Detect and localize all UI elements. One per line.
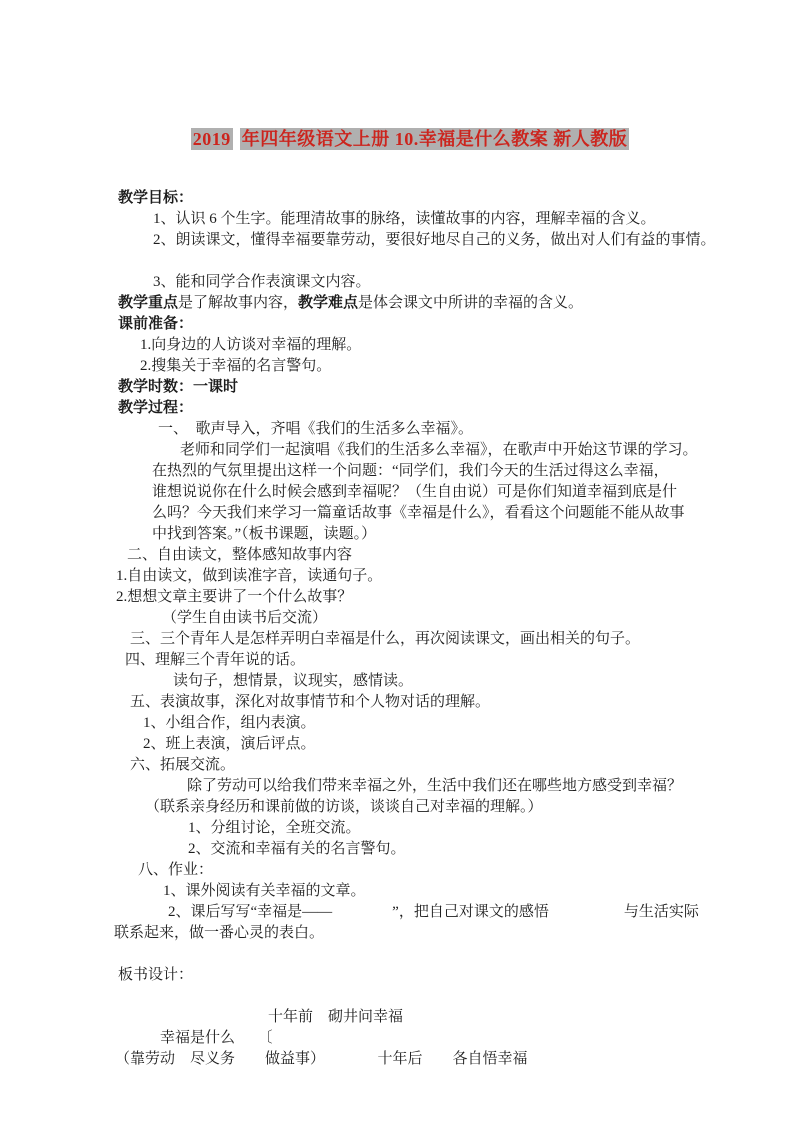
text-run: 2、朗读课文，懂得幸福要靠劳动，要很好地尽自己的义务，做出对人们有益的事情。 bbox=[153, 232, 716, 248]
text-run: 1、小组合作，组内表演。 bbox=[143, 715, 316, 731]
text-line bbox=[0, 314, 800, 335]
text-run: 六、拓展交流。 bbox=[130, 757, 236, 773]
text-line bbox=[0, 881, 800, 902]
text-line bbox=[0, 188, 800, 209]
title-segment-main: 年四年级语文上册 10.幸福是什么教案 新人教版 bbox=[241, 129, 628, 149]
text-run: 读句子，想情景，议现实，感情读。 bbox=[173, 673, 414, 689]
text-line bbox=[0, 335, 800, 356]
text-run: 二、自由读文，整体感知故事内容 bbox=[127, 547, 353, 563]
text-line bbox=[0, 440, 800, 461]
bold-text-run: 课前准备： bbox=[118, 316, 194, 332]
document-title bbox=[0, 0, 800, 175]
text-line bbox=[0, 1049, 800, 1070]
text-line bbox=[0, 608, 800, 629]
text-line bbox=[0, 734, 800, 755]
text-line bbox=[0, 650, 800, 671]
text-line bbox=[0, 671, 800, 692]
text-run: （学生自由读书后交流） bbox=[162, 610, 328, 626]
text-line bbox=[0, 230, 800, 251]
text-line bbox=[0, 566, 800, 587]
blank-line bbox=[0, 986, 800, 1007]
text-line bbox=[0, 797, 800, 818]
text-line bbox=[0, 419, 800, 440]
text-line bbox=[0, 545, 800, 566]
text-line bbox=[0, 461, 800, 482]
text-line bbox=[0, 1007, 800, 1028]
text-line bbox=[0, 524, 800, 545]
text-line bbox=[0, 923, 800, 944]
text-run: 在热烈的气氛里提出这样一个问题：“同学们，我们今天的生活过得这么幸福， bbox=[152, 463, 669, 479]
text-line bbox=[0, 482, 800, 503]
text-run: 十年前 砌井问幸福 bbox=[268, 1009, 404, 1025]
text-line bbox=[0, 965, 800, 986]
text-run: 2、课后写写“幸福是—— ”，把自己对课文的感悟 与生活实际 bbox=[168, 904, 699, 920]
text-line bbox=[0, 356, 800, 377]
bold-text-run: 教学目标： bbox=[118, 190, 194, 206]
text-line bbox=[0, 272, 800, 293]
text-run: 1、分组讨论，全班交流。 bbox=[188, 820, 361, 836]
text-line bbox=[0, 839, 800, 860]
text-run: （联系亲身经历和课前做的访谈，谈谈自己对幸福的理解。） bbox=[145, 799, 543, 815]
text-run: 2、班上表演，演后评点。 bbox=[143, 736, 316, 752]
text-line bbox=[0, 377, 800, 398]
text-run: 八、作业： bbox=[138, 862, 214, 878]
text-run: 联系起来，做一番心灵的表白。 bbox=[114, 925, 325, 941]
text-run: 是了解故事内容， bbox=[178, 295, 299, 311]
text-run: 幸福是什么 〔 bbox=[160, 1030, 273, 1046]
text-line bbox=[0, 902, 800, 923]
text-line bbox=[0, 818, 800, 839]
text-line bbox=[0, 629, 800, 650]
text-line bbox=[0, 587, 800, 608]
text-run: 一、 歌声导入，齐唱《我们的生活多么幸福》。 bbox=[158, 421, 474, 437]
blank-line bbox=[0, 251, 800, 272]
text-line bbox=[0, 776, 800, 797]
text-run: 1、认识 6 个生字。能理清故事的脉络，读懂故事的内容，理解幸福的含义。 bbox=[153, 211, 656, 227]
bold-text-run: 教学时数：一课时 bbox=[118, 379, 239, 395]
text-run: 2.搜集关于幸福的名言警句。 bbox=[140, 358, 332, 374]
text-line bbox=[0, 692, 800, 713]
text-run: 板书设计： bbox=[118, 967, 194, 983]
text-run: 么吗？今天我们来学习一篇童话故事《幸福是什么》，看看这个问题能不能从故事 bbox=[152, 505, 685, 521]
text-line bbox=[0, 713, 800, 734]
bold-text-run: 教学过程： bbox=[118, 400, 194, 416]
text-line bbox=[0, 755, 800, 776]
document-lines bbox=[0, 188, 800, 1070]
blank-line bbox=[0, 944, 800, 965]
bold-text-run: 教学重点 bbox=[118, 295, 179, 311]
text-run: （靠劳动 尽义务 做益事） 十年后 各自悟幸福 bbox=[115, 1051, 528, 1067]
text-run: 1.自由读文，做到读准字音，读通句子。 bbox=[116, 568, 383, 584]
text-run: 四、理解三个青年说的话。 bbox=[125, 652, 306, 668]
text-line bbox=[0, 209, 800, 230]
text-run: 2、交流和幸福有关的名言警句。 bbox=[188, 841, 406, 857]
text-line bbox=[0, 293, 800, 314]
text-line bbox=[0, 860, 800, 881]
text-run: 1.向身边的人访谈对幸福的理解。 bbox=[140, 337, 362, 353]
text-run: 是体会课文中所讲的幸福的含义。 bbox=[358, 295, 584, 311]
bold-text-run: 教学难点 bbox=[298, 295, 359, 311]
text-line bbox=[0, 1028, 800, 1049]
text-run: 三、三个青年人是怎样弄明白幸福是什么，再次阅读课文，画出相关的句子。 bbox=[130, 631, 641, 647]
text-run: 1、课外阅读有关幸福的文章。 bbox=[163, 883, 366, 899]
text-line bbox=[0, 398, 800, 419]
text-run: 谁想说说你在什么时候会感到幸福呢？（生自由说）可是你们知道幸福到底是什 bbox=[152, 484, 678, 500]
text-run: 五、表演故事，深化对故事情节和个人物对话的理解。 bbox=[130, 694, 491, 710]
text-run: 中找到答案。”（板书课题，读题。） bbox=[152, 526, 377, 542]
text-run: 3、能和同学合作表演课文内容。 bbox=[153, 274, 371, 290]
text-run: 除了劳动可以给我们带来幸福之外，生活中我们还在哪些地方感受到幸福？ bbox=[187, 778, 683, 794]
title-segment-year: 2019 bbox=[192, 129, 231, 149]
text-line bbox=[0, 503, 800, 524]
text-run: 老师和同学们一起演唱《我们的生活多么幸福》，在歌声中开始这节课的学习。 bbox=[180, 442, 698, 458]
text-run: 2.想想文章主要讲了一个什么故事？ bbox=[116, 589, 353, 605]
